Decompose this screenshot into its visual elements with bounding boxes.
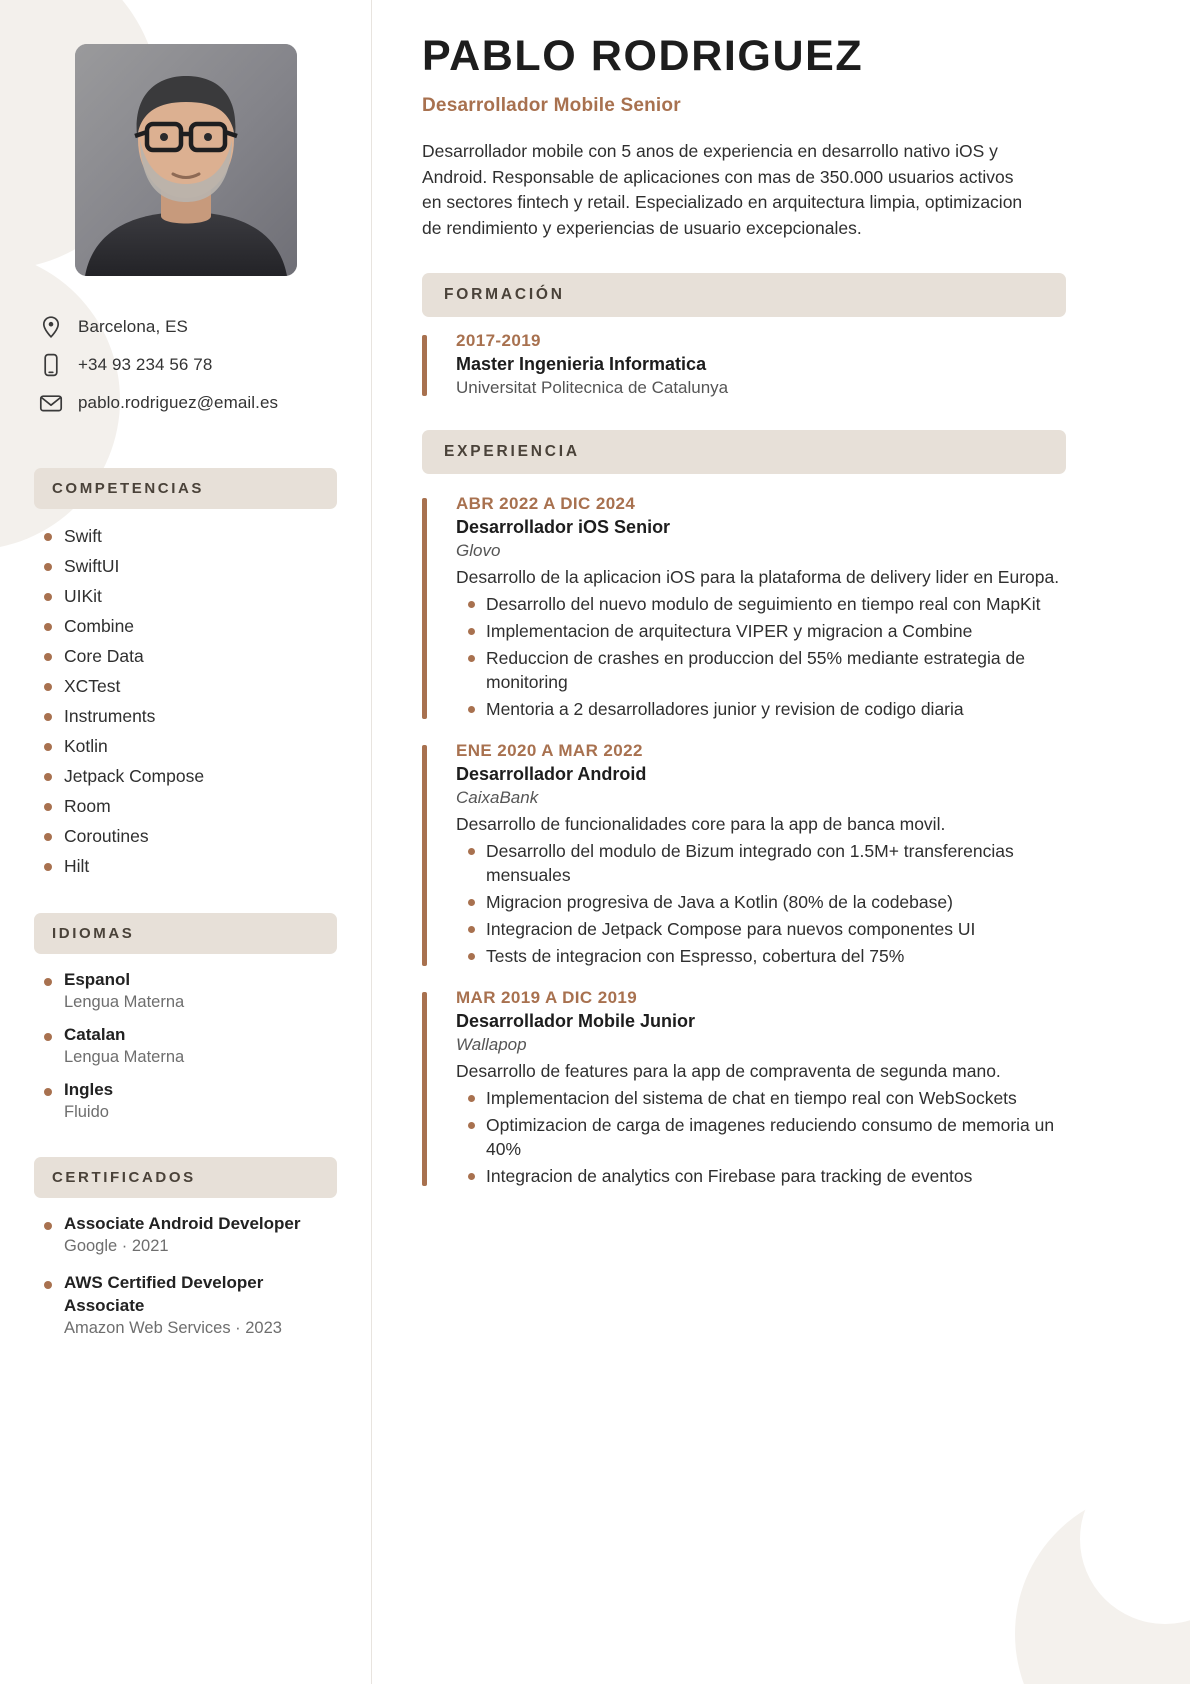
experience-org: CaixaBank — [456, 788, 539, 808]
experience-bullet-text: Implementacion de arquitectura VIPER y migracion a Combine — [486, 621, 973, 642]
bullet-dot-icon — [44, 743, 52, 751]
experience-bullet — [456, 619, 1066, 643]
skills-section — [34, 468, 337, 879]
language-level: Fluido — [64, 1103, 109, 1121]
sidebar — [0, 0, 372, 1684]
bullet-dot-icon — [44, 773, 52, 781]
certificate-name: AWS Certified Developer Associate — [64, 1273, 264, 1315]
experience-entry — [422, 494, 1066, 721]
certificates-section — [34, 1157, 337, 1339]
language-item — [34, 1023, 337, 1068]
experience-bullet-text: Desarrollo del modulo de Bizum integrado con 1.5M+ transferencias mensuales — [486, 841, 1014, 886]
language-name: Catalan — [64, 1025, 126, 1044]
bullet-dot-icon — [44, 533, 52, 541]
languages-heading: IDIOMAS — [34, 913, 337, 954]
language-item — [34, 1078, 337, 1123]
experience-bullet — [456, 1113, 1066, 1161]
main-column — [372, 0, 1190, 1684]
contact-block — [34, 314, 337, 416]
experience-section — [422, 430, 1066, 1188]
bullet-dot-icon — [44, 863, 52, 871]
experience-org: Wallapop — [456, 1035, 527, 1055]
experience-bullet — [456, 890, 1066, 914]
experience-bullets — [456, 839, 1066, 968]
languages-list — [34, 968, 337, 1123]
bullet-dot-icon — [468, 953, 475, 960]
skill-label: UIKit — [64, 586, 102, 606]
experience-bullet-text: Reduccion de crashes en produccion del 55% mediante estrategia de monitoring — [486, 648, 1025, 693]
skill-label: Swift — [64, 526, 102, 546]
bullet-dot-icon — [44, 563, 52, 571]
education-date: 2017-2019 — [456, 331, 541, 351]
bullet-dot-icon — [468, 1173, 475, 1180]
profile-photo-icon — [75, 44, 297, 276]
experience-date: MAR 2019 A DIC 2019 — [456, 988, 638, 1008]
experience-bullet-text: Tests de integracion con Espresso, cobertura del 75% — [486, 946, 905, 967]
experience-bullet — [456, 697, 1066, 721]
experience-title: Desarrollador iOS Senior — [456, 517, 671, 538]
bullet-dot-icon — [468, 628, 475, 635]
language-item — [34, 968, 337, 1013]
experience-date: ABR 2022 A DIC 2024 — [456, 494, 636, 514]
skill-item — [34, 733, 337, 759]
page-title: PABLO RODRIGUEZ — [422, 32, 864, 80]
certificate-text — [64, 1271, 337, 1339]
certificates-heading: CERTIFICADOS — [34, 1157, 337, 1198]
skill-item — [34, 763, 337, 789]
bullet-dot-icon — [468, 899, 475, 906]
profile-summary: Desarrollador mobile con 5 anos de experiencia en desarrollo nativo iOS y Android. Responsable de aplicaciones con mas de 350.000 usuarios activos en sectores fintech y retail. Especializado en arquitectura limpia, optimizacion de rendimiento y experiencias de usuario excepcionales. — [422, 141, 1023, 238]
experience-description: Desarrollo de la aplicacion iOS para la plataforma de delivery lider en Europa. — [456, 567, 1060, 588]
certificate-meta: Google · 2021 — [64, 1237, 169, 1255]
skill-item — [34, 613, 337, 639]
bullet-dot-icon — [44, 1222, 52, 1230]
bullet-dot-icon — [44, 803, 52, 811]
skill-item — [34, 583, 337, 609]
skill-item — [34, 673, 337, 699]
skill-item — [34, 823, 337, 849]
bullet-dot-icon — [44, 623, 52, 631]
contact-location-text: Barcelona, ES — [78, 317, 188, 336]
skill-label: Core Data — [64, 646, 144, 666]
language-name: Ingles — [64, 1080, 114, 1099]
bullet-dot-icon — [468, 1095, 475, 1102]
certificate-item — [34, 1271, 337, 1339]
experience-bullets — [456, 592, 1066, 721]
skill-label: XCTest — [64, 676, 121, 696]
language-text — [64, 1078, 113, 1123]
skill-label: Kotlin — [64, 736, 108, 756]
experience-bullet-text: Integracion de analytics con Firebase para tracking de eventos — [486, 1166, 973, 1187]
skills-list — [34, 523, 337, 879]
experience-bullets — [456, 1086, 1066, 1188]
education-title: Master Ingenieria Informatica — [456, 354, 707, 375]
certificate-item — [34, 1212, 337, 1257]
education-list — [422, 331, 1066, 398]
experience-bullet-text: Integracion de Jetpack Compose para nuevos componentes UI — [486, 919, 976, 940]
contact-location[interactable] — [38, 314, 337, 340]
contact-email[interactable] — [38, 390, 337, 416]
bullet-dot-icon — [44, 683, 52, 691]
skill-label: Combine — [64, 616, 135, 636]
bullet-dot-icon — [468, 706, 475, 713]
certificate-meta: Amazon Web Services · 2023 — [64, 1319, 282, 1337]
bullet-dot-icon — [44, 978, 52, 986]
skill-label: Jetpack Compose — [64, 766, 205, 786]
avatar — [75, 44, 297, 276]
languages-section — [34, 913, 337, 1123]
bullet-dot-icon — [468, 848, 475, 855]
language-level: Lengua Materna — [64, 1048, 185, 1066]
bullet-dot-icon — [44, 833, 52, 841]
photo-container — [34, 44, 337, 276]
experience-bullet-text: Mentoria a 2 desarrolladores junior y revision de codigo diaria — [486, 699, 964, 720]
skill-label: Hilt — [64, 856, 90, 876]
bullet-dot-icon — [468, 1122, 475, 1129]
contact-email-text: pablo.rodriguez@email.es — [78, 393, 279, 412]
bullet-dot-icon — [44, 593, 52, 601]
certificate-text — [64, 1212, 301, 1257]
bullet-dot-icon — [468, 655, 475, 662]
education-section — [422, 273, 1066, 398]
contact-phone-text: +34 93 234 56 78 — [78, 355, 213, 374]
language-name: Espanol — [64, 970, 131, 989]
experience-entry — [422, 988, 1066, 1188]
experience-bullet — [456, 1086, 1066, 1110]
experience-list — [422, 494, 1066, 1188]
experience-bullet-text: Implementacion del sistema de chat en tiempo real con WebSockets — [486, 1088, 1017, 1109]
skill-item — [34, 703, 337, 729]
location-pin-icon — [38, 314, 64, 340]
experience-entry — [422, 741, 1066, 968]
experience-description: Desarrollo de funcionalidades core para la app de banca movil. — [456, 814, 946, 835]
language-text — [64, 968, 184, 1013]
bullet-dot-icon — [44, 1033, 52, 1041]
education-org: Universitat Politecnica de Catalunya — [456, 378, 729, 398]
experience-heading: EXPERIENCIA — [422, 430, 1066, 474]
experience-org: Glovo — [456, 541, 501, 561]
education-entry — [422, 331, 1066, 398]
skill-item — [34, 853, 337, 879]
bullet-dot-icon — [468, 601, 475, 608]
experience-bullet — [456, 592, 1066, 616]
bullet-dot-icon — [44, 713, 52, 721]
envelope-icon — [38, 390, 64, 416]
experience-bullet-text: Desarrollo del nuevo modulo de seguimiento en tiempo real con MapKit — [486, 594, 1041, 615]
experience-bullet — [456, 646, 1066, 694]
experience-bullet — [456, 917, 1066, 941]
certificate-name: Associate Android Developer — [64, 1214, 301, 1233]
certificates-list — [34, 1212, 337, 1339]
skill-label: Instruments — [64, 706, 156, 726]
contact-phone[interactable] — [38, 352, 337, 378]
skill-label: SwiftUI — [64, 556, 120, 576]
language-level: Lengua Materna — [64, 993, 185, 1011]
experience-title: Desarrollador Android — [456, 764, 647, 785]
experience-description: Desarrollo de features para la app de compraventa de segunda mano. — [456, 1061, 1001, 1082]
skill-label: Room — [64, 796, 111, 816]
job-role-subtitle: Desarrollador Mobile Senior — [422, 95, 681, 117]
skill-label: Coroutines — [64, 826, 149, 846]
experience-title: Desarrollador Mobile Junior — [456, 1011, 696, 1032]
skill-item — [34, 643, 337, 669]
experience-bullet-text: Optimizacion de carga de imagenes reduciendo consumo de memoria un 40% — [486, 1115, 1055, 1160]
bullet-dot-icon — [44, 653, 52, 661]
experience-date: ENE 2020 A MAR 2022 — [456, 741, 643, 761]
bullet-dot-icon — [44, 1088, 52, 1096]
experience-bullet — [456, 839, 1066, 887]
skills-heading: COMPETENCIAS — [34, 468, 337, 509]
experience-bullet — [456, 1164, 1066, 1188]
bullet-dot-icon — [44, 1281, 52, 1289]
language-text — [64, 1023, 184, 1068]
mobile-phone-icon — [38, 352, 64, 378]
experience-bullet — [456, 944, 1066, 968]
education-heading: FORMACIÓN — [422, 273, 1066, 317]
skill-item — [34, 553, 337, 579]
experience-bullet-text: Migracion progresiva de Java a Kotlin (80% de la codebase) — [486, 892, 953, 913]
bullet-dot-icon — [468, 926, 475, 933]
skill-item — [34, 793, 337, 819]
skill-item — [34, 523, 337, 549]
